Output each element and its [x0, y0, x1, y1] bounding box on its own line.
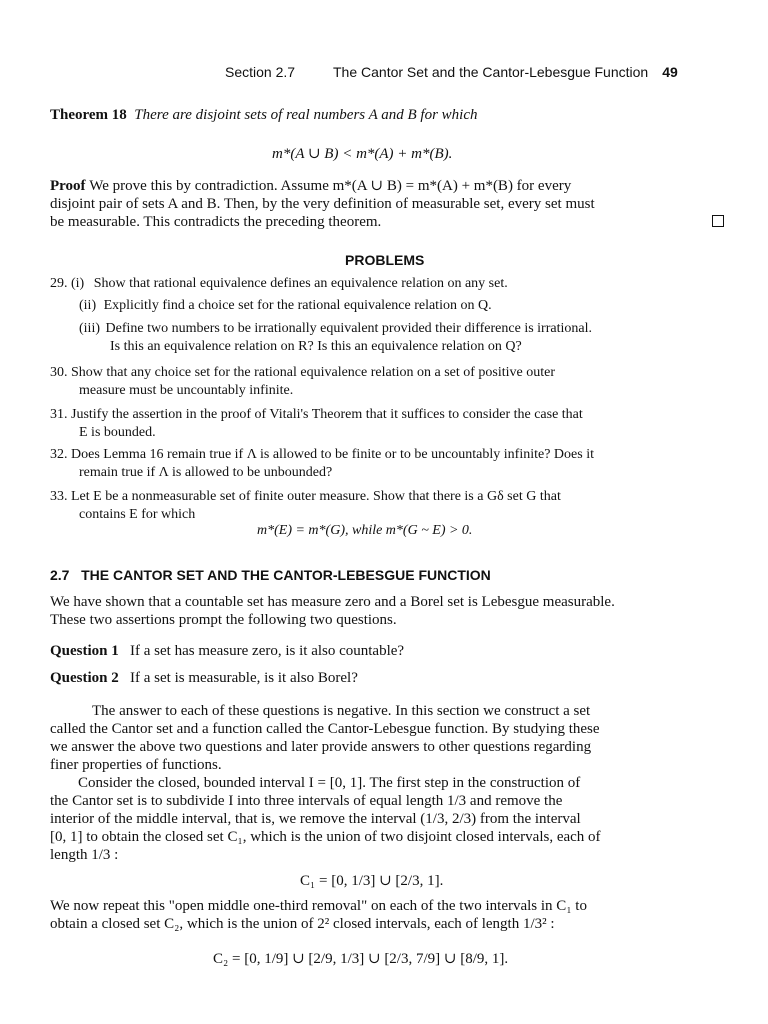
problem-33-cont: contains E for which — [79, 507, 196, 522]
problem-text: Explicitly find a choice set for the rational equivalence relation on Q. — [103, 298, 492, 313]
body-line-11: obtain a closed set C₂, which is the union of 2² closed intervals, each of length 1/3² : — [50, 916, 555, 932]
problem-text: Define two numbers to be irrationally equivalent provided their difference is irrational. — [105, 321, 592, 336]
problem-30-cont: measure must be uncountably infinite. — [79, 383, 294, 398]
problem-32 — [50, 446, 594, 463]
problem-31-cont: E is bounded. — [79, 425, 156, 440]
body-line-1: The answer to each of these questions is negative. In this section we construct a set — [92, 703, 591, 719]
question-2 — [50, 669, 358, 687]
equation-c1: C₁ = [0, 1/3] ∪ [2/3, 1]. — [300, 873, 444, 889]
problem-number: 30. — [50, 365, 68, 380]
body-line-3: we answer the above two questions and later provide answers to other questions regarding — [50, 739, 592, 755]
running-head-title: The Cantor Set and the Cantor-Lebesgue Function — [333, 64, 649, 80]
intro-line-1: We have shown that a countable set has measure zero and a Borel set is Lebesgue measurable. — [50, 594, 615, 610]
problem-31 — [50, 406, 583, 423]
proof-line-1 — [50, 177, 730, 195]
qed-box-icon — [712, 215, 724, 227]
running-head — [225, 64, 678, 80]
problem-29-i — [50, 275, 508, 292]
item-label: (iii) — [79, 321, 100, 336]
theorem-label: Theorem 18 — [50, 107, 127, 123]
intro-line-2: These two assertions prompt the following two questions. — [50, 612, 397, 628]
theorem-statement: There are disjoint sets of real numbers A and B for which — [134, 107, 478, 123]
proof-label: Proof — [50, 178, 86, 194]
problem-number: 31. — [50, 407, 68, 422]
equation-c2: C₂ = [0, 1/9] ∪ [2/9, 1/3] ∪ [2/3, 7/9] ∪ [8/9, 1]. — [213, 951, 509, 967]
problem-29-ii — [79, 297, 492, 314]
body-line-4: finer properties of functions. — [50, 757, 222, 773]
body-line-2: called the Cantor set and a function called the Cantor-Lebesgue function. By studying these — [50, 721, 600, 737]
problem-33 — [50, 488, 561, 505]
question-label: Question 2 — [50, 670, 119, 686]
question-text: If a set has measure zero, is it also countable? — [130, 643, 405, 659]
problem-text: Show that any choice set for the rational equivalence relation on a set of positive outer — [71, 365, 556, 380]
problem-number: 33. — [50, 489, 68, 504]
body-line-5: Consider the closed, bounded interval I = [0, 1]. The first step in the construction of — [78, 775, 581, 791]
proof-line-3: be measurable. This contradicts the preceding theorem. — [50, 214, 382, 230]
item-label: (ii) — [79, 298, 97, 313]
problem-32-cont: remain true if Λ is allowed to be unbounded? — [79, 465, 333, 480]
problems-heading: PROBLEMS — [345, 252, 425, 268]
body-line-8: [0, 1] to obtain the closed set C₁, which is the union of two disjoint closed intervals, each of — [50, 829, 601, 845]
problem-text: Does Lemma 16 remain true if Λ is allowed to be finite or to be uncountably infinite? Does it — [71, 447, 594, 462]
theorem-equation: m*(A ∪ B) < m*(A) + m*(B). — [272, 146, 453, 162]
theorem-line — [50, 106, 478, 124]
problem-text: Show that rational equivalence defines an equivalence relation on any set. — [93, 276, 508, 291]
body-line-9: length 1/3 : — [50, 847, 119, 863]
section-heading: 2.7 THE CANTOR SET AND THE CANTOR-LEBESGUE FUNCTION — [50, 567, 491, 583]
problem-number: 32. — [50, 447, 68, 462]
question-label: Question 1 — [50, 643, 119, 659]
problem-30 — [50, 364, 555, 381]
problem-text: Justify the assertion in the proof of Vitali's Theorem that it suffices to consider the case that — [71, 407, 583, 422]
page-number: 49 — [662, 64, 678, 80]
item-label: (i) — [71, 276, 85, 291]
proof-line-2: disjoint pair of sets A and B. Then, by the very definition of measurable set, every set must — [50, 196, 595, 212]
problem-29-iii — [79, 320, 592, 337]
question-text: If a set is measurable, is it also Borel? — [130, 670, 358, 686]
problem-number: 29. — [50, 276, 68, 291]
question-1 — [50, 642, 404, 660]
body-line-6: the Cantor set is to subdivide I into three intervals of equal length 1/3 and remove the — [50, 793, 563, 809]
body-line-10: We now repeat this "open middle one-third removal" on each of the two intervals in C₁ to — [50, 898, 587, 914]
proof-text-1: We prove this by contradiction. Assume m*(A ∪ B) = m*(A) + m*(B) for every — [89, 178, 572, 194]
running-head-section: Section 2.7 — [225, 64, 296, 80]
problem-text: Let E be a nonmeasurable set of finite outer measure. Show that there is a Gδ set G that — [71, 489, 561, 504]
problem-33-equation: m*(E) = m*(G), while m*(G ~ E) > 0. — [257, 523, 473, 538]
body-line-7: interior of the middle interval, that is, we remove the interval (1/3, 2/3) from the interval — [50, 811, 581, 827]
problem-29-iii-cont: Is this an equivalence relation on R? Is this an equivalence relation on Q? — [110, 339, 522, 354]
